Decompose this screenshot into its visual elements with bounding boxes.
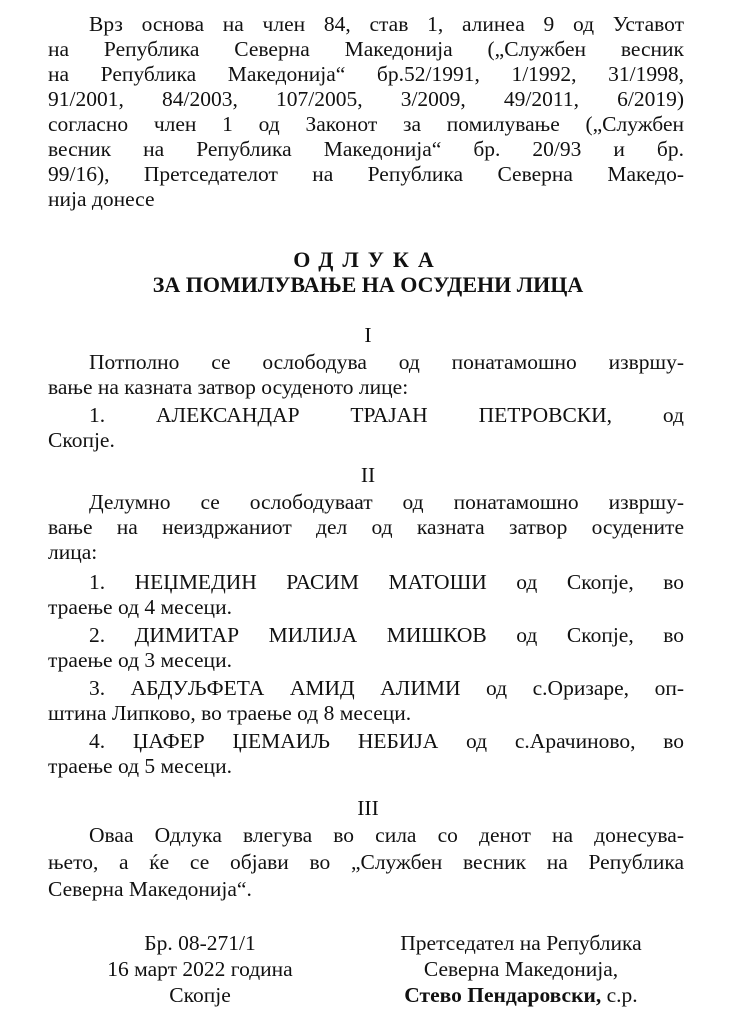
preamble-line: 99/16), Претседателот на Република Северна Македо-: [48, 162, 684, 186]
section-2-line: вање на неиздржаниот дел од казната затвор осудените: [48, 515, 684, 539]
preamble-line: нија донесе: [48, 187, 155, 211]
preamble-line: весник на Република Македонија“ бр. 20/93 и бр.: [48, 137, 684, 161]
section-heading-3: III: [357, 796, 379, 820]
section-1-line: вање на казната затвор осуденото лице:: [48, 375, 409, 399]
signature-block: [356, 930, 686, 1008]
section-2-line: траење од 4 месеци.: [48, 595, 232, 619]
signatory-position: Претседател на Република: [400, 931, 642, 955]
document-place: Скопје: [169, 983, 231, 1007]
section-3-line: њето, а ќе се објави во „Службен весник на Република: [48, 850, 684, 874]
section-heading-1: I: [364, 323, 372, 347]
document-reference-block: [70, 930, 330, 1008]
section-2-line: 3. АБДУЉФЕТА АМИД АЛИМИ од с.Оризаре, оп-: [89, 676, 684, 700]
document-date: 16 март 2022 година: [107, 957, 293, 981]
signatory-suffix: с.р.: [601, 983, 638, 1007]
section-1-line: 1. АЛЕКСАНДАР ТРАЈАН ПЕТРОВСКИ, од: [89, 403, 684, 427]
section-3-line: Северна Македонија“.: [48, 877, 252, 901]
signatory-line: [356, 982, 686, 1008]
section-2-line: Делумно се ослободуваат од понатамошно извршу-: [89, 490, 684, 514]
section-2-line: траење од 3 месеци.: [48, 648, 232, 672]
preamble-line: Врз основа на член 84, став 1, алинеа 9 од Уставот: [89, 12, 684, 36]
section-2-line: 4. ЏАФЕР ЏЕМАИЉ НЕБИЈА од с.Арачиново, во: [89, 729, 684, 753]
preamble-line: согласно член 1 од Законот за помилување („Службен: [48, 112, 684, 136]
section-1-line: Потполно се ослободува од понатамошно извршу-: [89, 350, 684, 374]
document-subtitle: ЗА ПОМИЛУВАЊЕ НА ОСУДЕНИ ЛИЦА: [152, 272, 584, 297]
preamble-line: на Република Македонија“ бр.52/1991, 1/1992, 31/1998,: [48, 62, 684, 86]
section-1-line: Скопје.: [48, 428, 115, 452]
section-2-line: штина Липково, во траење од 8 месеци.: [48, 701, 412, 725]
section-2-line: лица:: [48, 540, 98, 564]
document-title: ОДЛУКА: [293, 247, 443, 272]
section-heading-2: II: [360, 463, 376, 487]
section-2-line: 2. ДИМИТАР МИЛИЈА МИШКОВ од Скопје, во: [89, 623, 684, 647]
section-2-line: траење од 5 месеци.: [48, 754, 232, 778]
signatory-name: Стево Пендаровски,: [404, 983, 602, 1007]
document-number: Бр. 08-271/1: [144, 931, 256, 955]
section-3-line: Оваа Одлука влегува во сила со денот на донесува-: [89, 823, 684, 847]
preamble-line: 91/2001, 84/2003, 107/2005, 3/2009, 49/2011, 6/2019): [48, 87, 684, 111]
section-2-line: 1. НЕЏМЕДИН РАСИМ МАТОШИ од Скопје, во: [89, 570, 684, 594]
preamble-line: на Република Северна Македонија („Службен весник: [48, 37, 684, 61]
signatory-country: Северна Македонија,: [423, 957, 619, 981]
